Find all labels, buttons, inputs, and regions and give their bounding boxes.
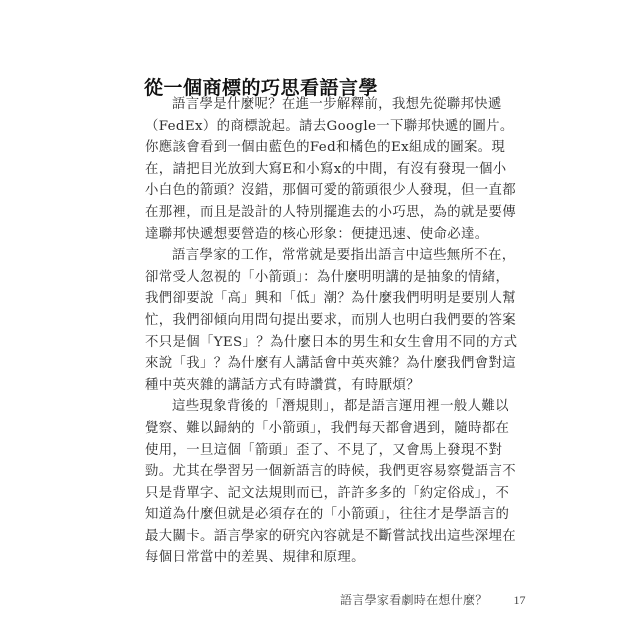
text-line: （FedEx）的商標說起。請去Google一下聯邦快遞的圖片。 bbox=[145, 118, 514, 134]
text-line: 不只是個「YES」？為什麼日本的男生和女生會用不同的方式 bbox=[145, 334, 518, 350]
paragraph-2 bbox=[145, 245, 518, 396]
text-line: 卻常受人忽視的「小箭頭」：為什麼明明講的是抽象的情緒， bbox=[145, 269, 510, 285]
text-line: 每個日常當中的差異、規律和原理。 bbox=[145, 550, 365, 566]
text-line: 勁。尤其在學習另一個新語言的時候，我們更容易察覺語言不 bbox=[145, 464, 516, 480]
text-line: 覺察、難以歸納的「小箭頭」，我們每天都會遇到，隨時都在 bbox=[145, 420, 510, 436]
page-footer bbox=[340, 591, 525, 608]
text-line: 你應該會看到一個由藍色的Fed和橘色的Ex組成的圖案。現 bbox=[145, 140, 506, 156]
running-title: 語言學家看劇時在想什麼？ bbox=[340, 593, 488, 607]
page-number: 17 bbox=[513, 593, 526, 607]
text-line: 在，請把目光放到大寫E和小寫x的中間，有沒有發現一個小 bbox=[145, 161, 507, 177]
text-line: 只是背單字、記文法規則而已，許許多多的「約定俗成」，不 bbox=[145, 485, 510, 501]
text-line: 種中英夾雜的講話方式有時讚賞，有時厭煩？ bbox=[145, 377, 420, 393]
paragraph-1 bbox=[145, 94, 516, 245]
paragraph-3 bbox=[145, 396, 516, 569]
text-line: 達聯邦快遞想要營造的核心形象：便捷迅速、使命必達。 bbox=[145, 226, 489, 242]
text-line: 語言學是什麼呢？在進一步解釋前，我想先從聯邦快遞 bbox=[172, 97, 502, 112]
text-line: 來說「我」？為什麼有人講話會中英夾雜？為什麼我們會對這 bbox=[145, 356, 516, 372]
text-line: 語言學家的工作，常常就是要指出語言中這些無所不在， bbox=[172, 248, 516, 264]
text-line: 在那裡，而且是設計的人特別擺進去的小巧思，為的就是要傳 bbox=[145, 204, 516, 220]
text-line: 我們卻要說「高」興和「低」潮？為什麼我們明明是要別人幫 bbox=[145, 291, 516, 307]
section-title: 從一個商標的巧思看語言學 bbox=[144, 76, 379, 99]
text-line: 忙，我們卻傾向用問句提出要求，而別人也明白我們要的答案 bbox=[145, 312, 516, 328]
text-line: 知道為什麼但就是必須存在的「小箭頭」，往往才是學語言的 bbox=[145, 507, 510, 523]
text-line: 這些現象背後的「潛規則」，都是語言運用裡一般人難以 bbox=[172, 399, 509, 415]
text-line: 小白色的箭頭？沒錯，那個可愛的箭頭很少人發現，但一直都 bbox=[145, 183, 516, 199]
text-line: 使用，一旦這個「箭頭」歪了、不見了，又會馬上發現不對 bbox=[145, 442, 503, 458]
body-text bbox=[145, 94, 518, 569]
text-line: 最大關卡。語言學家的研究內容就是不斷嘗試找出這些深埋在 bbox=[145, 528, 516, 544]
